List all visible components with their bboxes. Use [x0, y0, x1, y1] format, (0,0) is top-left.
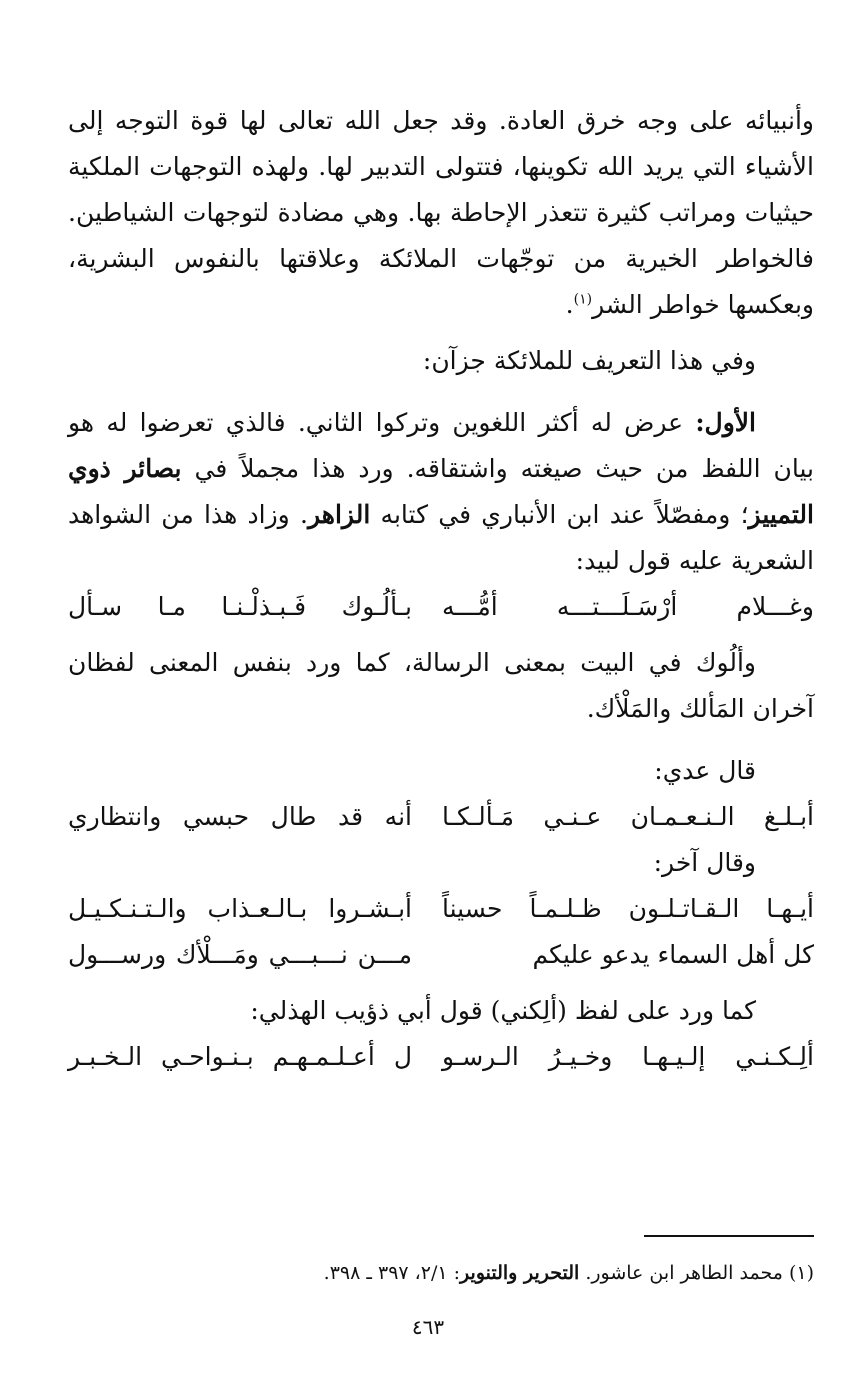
verse-other-1-first-hemistich: أيـهـا الـقـاتـلـون ظـلـمـاً حسيناً — [442, 894, 814, 923]
verse-hudhali-first-hemistich: ألِـكـنـي إلـيـهـا وخـيـرُ الـرسـو — [442, 1042, 814, 1071]
book-title-basair: بصائر ذوي التمييز — [68, 454, 814, 529]
footnote — [68, 1257, 814, 1289]
verse-labid-first-hemistich: وغـــلام أرْسَـلَـــتـــه أمُّـــه — [442, 592, 814, 621]
verse-other-2-first-hemistich: كل أهل السماء يدعو عليكم — [532, 940, 814, 969]
paragraph-5: كما ورد على لفظ (ألِكني) قول أبي ذؤيب الهذلي: — [250, 996, 756, 1025]
verse-adi-second-hemistich: أنه قد طال حبسي وانتظاري — [68, 802, 412, 831]
footnote-divider — [644, 1235, 814, 1237]
paragraph-3-lead: الأول: — [695, 408, 756, 437]
verse-hudhali-second-hemistich: ل أعـلـمـهـم بـنـواحـي الـخـبـر — [68, 1042, 412, 1071]
paragraph-1 — [68, 98, 814, 328]
verse-adi — [68, 794, 814, 840]
intro-other: وقال آخر: — [653, 848, 756, 877]
verse-adi-first-hemistich: أبـلـغ الـنـعـمـان عـنـي مَـألـكـا — [442, 802, 814, 831]
verse-labid — [68, 584, 814, 630]
paragraph-1-text: وأنبيائه على وجه خرق العادة. وقد جعل الله تعالى لها قوة التوجه إلى الأشياء التي يريد الله تكوينها، فتتولى التدبير لها. ولهذه التوجهات الملكية حيثيات ومراتب كثيرة تتعذر الإحاطة بها. وهي مضادة لتوجهات الشياطين. فالخواطر الخيرية من توجّهات الملائكة وعلاقتها بالنفوس البشرية، وبعكسها خواطر الشر — [68, 106, 814, 319]
footnote-book-title: التحرير والتنوير — [460, 1262, 580, 1284]
verse-other-1 — [68, 886, 814, 932]
paragraph-2: وفي هذا التعريف للملائكة جزآن: — [422, 346, 756, 375]
paragraph-1-end: . — [565, 290, 574, 319]
verse-other-2-second-hemistich: مـــن نـــبـــي ومَـــلْأك ورســـول — [68, 940, 412, 969]
paragraph-3-part-3: . وزاد هذا من الشواهد الشعرية عليه قول لبيد: — [68, 500, 814, 575]
paragraph-3-part-1: عرض له أكثر اللغوين وتركوا الثاني. فالذي تعرضوا له هو بيان اللفظ من حيث صيغته واشتقاقه. ورد هذا مجملاً في — [68, 408, 815, 483]
page-body — [68, 98, 814, 1080]
footnote-text-after: : ٢/١، ٣٩٧ ـ ٣٩٨. — [323, 1262, 461, 1284]
verse-hudhali — [68, 1034, 814, 1080]
paragraph-3 — [68, 400, 814, 584]
footnote-reference[interactable]: (١) — [573, 291, 593, 308]
footnote-marker: (١) — [788, 1262, 814, 1284]
paragraph-3-part-2: ؛ ومفصّلاً عند ابن الأنباري في كتابه — [370, 500, 749, 529]
intro-adi: قال عدي: — [654, 756, 756, 785]
verse-labid-second-hemistich: بـألُـوك فَـبـذلْـنـا مـا سـأل — [68, 592, 412, 621]
verse-other-1-second-hemistich: أبـشـروا بـالـعـذاب والـتـنـكـيـل — [68, 894, 412, 923]
paragraph-4: وألُوك في البيت بمعنى الرسالة، كما ورد بنفس المعنى لفظان آخران المَألك والمَلْأك. — [68, 648, 814, 723]
verse-other-2 — [68, 932, 814, 978]
book-title-zahir: الزاهر — [307, 500, 371, 529]
page-number: ٤٦٣ — [411, 1315, 445, 1339]
footnote-text-before: محمد الطاهر ابن عاشور. — [579, 1262, 789, 1284]
